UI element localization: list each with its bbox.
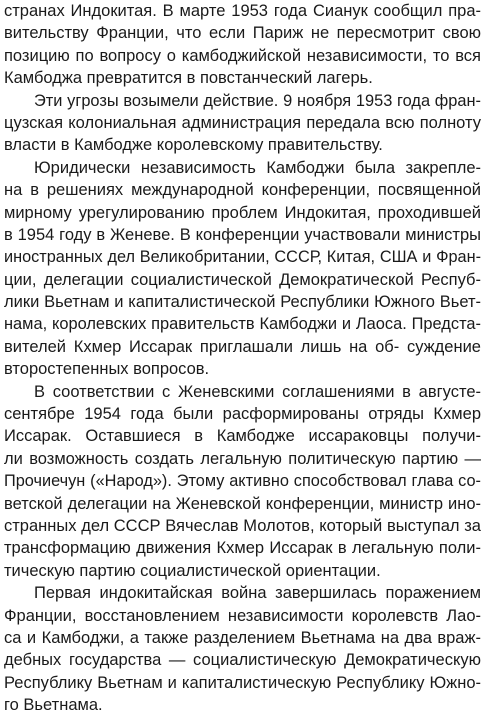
text-line: мирному урегулированию проблем Индокитая, проходившей: [4, 203, 481, 222]
text-line: странах Индокитая. В марте 1953 года Сианук сообщил пра-: [4, 2, 481, 20]
text-line: го Вьетнама.: [4, 696, 103, 715]
text-line: странных дел СССР Вячеслав Молотов, который выступал за: [4, 516, 481, 535]
paragraph-3: [4, 157, 481, 381]
text-line: ветской делегации на Женевской конференции, министр ино-: [4, 494, 481, 513]
text-line: Иссарак. Оставшиеся в Камбодже иссараковцы получи-: [4, 427, 481, 446]
text-line: сентябре 1954 года были расформированы отряды Кхмер: [4, 405, 481, 424]
text-line: власти в Камбодже королевскому правительству.: [4, 136, 383, 155]
text-line: вителей Кхмер Иссарак приглашали лишь на об- суждение: [4, 337, 481, 356]
text-line: Франции, восстановлением независимости королевств Лао-: [4, 606, 481, 625]
text-line: иностранных дел Великобритании, СССР, Китая, США и Фран-: [4, 248, 481, 267]
text-line: второстепенных вопросов.: [4, 360, 210, 379]
text-line: Республику Вьетнам и капиталистическую Республику Южно-: [4, 673, 481, 692]
text-line: позицию по вопросу о камбоджийской независимости, то вся: [4, 46, 481, 65]
text-line: дебных государства — социалистическую Демократическую: [4, 651, 481, 670]
paragraph-4: [4, 381, 481, 583]
text-line: Юридически независимость Камбоджи была закрепле-: [34, 158, 481, 177]
text-line: на в решениях международной конференции, посвященной: [4, 181, 481, 200]
text-line: цузская колониальная администрация передала всю полноту: [4, 113, 481, 132]
text-line: В соответствии с Женевскими соглашениями в августе-: [34, 382, 481, 401]
text-line: вительству Франции, что если Париж не пересмотрит свою: [4, 24, 481, 43]
paragraph-1: [4, 0, 481, 90]
text-line: тическую партию социалистической ориентации.: [4, 561, 381, 580]
text-line: Прочиечун («Народ»). Этому активно способствовал глава со-: [4, 472, 481, 491]
paragraph-2: [4, 90, 481, 157]
text-line: са и Камбоджи, а также разделением Вьетнама на два враж-: [4, 628, 481, 647]
paragraph-5: [4, 582, 481, 716]
text-line: ли возможность создать легальную политическую партию —: [4, 449, 481, 468]
text-line: лики Вьетнам и капиталистической Республики Южного Вьет-: [4, 293, 481, 312]
text-line: трансформацию движения Кхмер Иссарак в легальную поли-: [4, 539, 481, 558]
text-line: в 1954 году в Женеве. В конференции участвовали министры: [4, 225, 481, 244]
text-line: нама, королевских правительств Камбоджи и Лаоса. Предста-: [4, 315, 481, 334]
text-line: Первая индокитайская война завершилась поражением: [34, 584, 481, 603]
text-line: Эти угрозы возымели действие. 9 ноября 1953 года фран-: [34, 91, 481, 110]
text-line: Камбоджа превратится в повстанческий лагерь.: [4, 69, 373, 88]
text-line: ции, делегации социалистической Демократической Респуб-: [4, 270, 481, 289]
